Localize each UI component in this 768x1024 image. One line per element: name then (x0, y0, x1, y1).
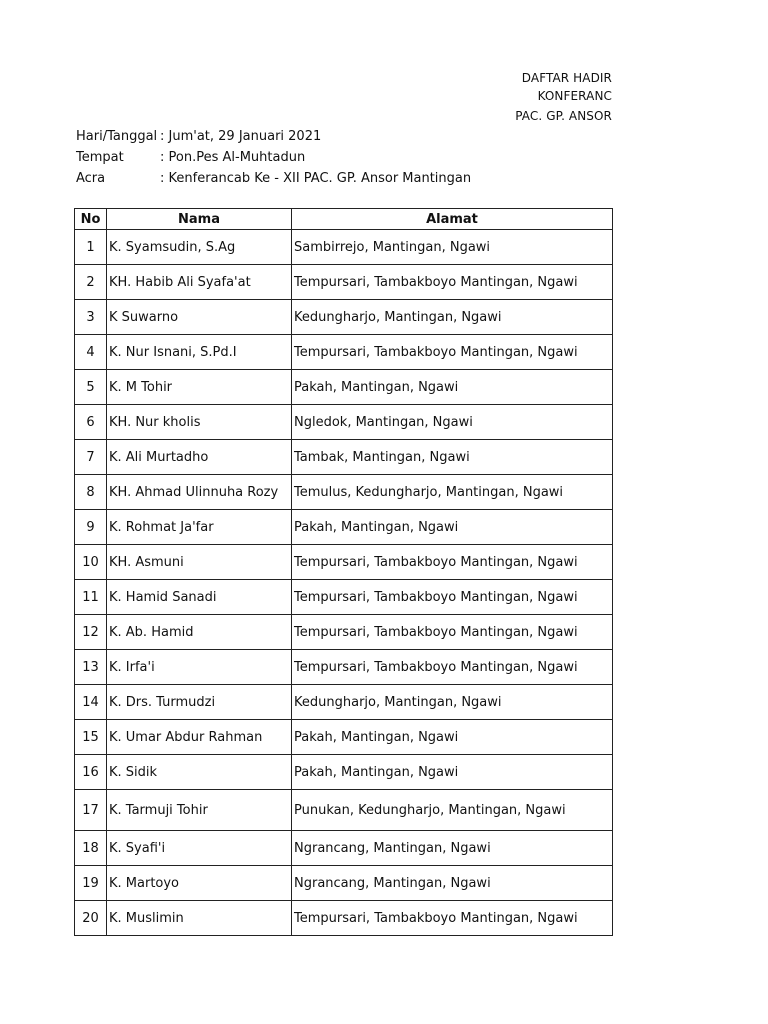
cell-alamat: Tempursari, Tambakboyo Mantingan, Ngawi (292, 545, 613, 580)
cell-nama: K. Syamsudin, S.Ag (107, 230, 292, 265)
cell-nama: K. Tarmuji Tohir (107, 790, 292, 831)
column-header-no: No (75, 209, 107, 230)
cell-nama: K Suwarno (107, 300, 292, 335)
cell-no: 15 (75, 720, 107, 755)
table-row (75, 510, 613, 545)
cell-nama: K. Nur Isnani, S.Pd.I (107, 335, 292, 370)
table-row (75, 405, 613, 440)
cell-no: 1 (75, 230, 107, 265)
table-header-row (75, 209, 613, 230)
table-row (75, 440, 613, 475)
table-row (75, 901, 613, 936)
cell-nama: K. Muslimin (107, 901, 292, 936)
attendance-table (74, 208, 613, 936)
meta-hari-label: Hari/Tanggal (76, 129, 158, 144)
cell-nama: K. Hamid Sanadi (107, 580, 292, 615)
cell-nama: K. Drs. Turmudzi (107, 685, 292, 720)
table-row (75, 720, 613, 755)
column-header-nama: Nama (107, 209, 292, 230)
table-row (75, 866, 613, 901)
meta-tempat-label: Tempat (76, 150, 124, 165)
table-row (75, 650, 613, 685)
cell-no: 11 (75, 580, 107, 615)
table-row (75, 790, 613, 831)
cell-no: 18 (75, 831, 107, 866)
table-row (75, 230, 613, 265)
table-row (75, 265, 613, 300)
cell-alamat: Ngledok, Mantingan, Ngawi (292, 405, 613, 440)
cell-alamat: Tempursari, Tambakboyo Mantingan, Ngawi (292, 615, 613, 650)
cell-no: 10 (75, 545, 107, 580)
doc-subtitle: KONFERANC (537, 89, 612, 103)
table-row (75, 831, 613, 866)
cell-alamat: Kedungharjo, Mantingan, Ngawi (292, 685, 613, 720)
table-row (75, 335, 613, 370)
table-row (75, 475, 613, 510)
cell-nama: K. Martoyo (107, 866, 292, 901)
meta-acra-value: : Kenferancab Ke - XII PAC. GP. Ansor Mantingan (160, 171, 472, 186)
cell-nama: KH. Nur kholis (107, 405, 292, 440)
cell-alamat: Tempursari, Tambakboyo Mantingan, Ngawi (292, 650, 613, 685)
cell-alamat: Kedungharjo, Mantingan, Ngawi (292, 300, 613, 335)
cell-alamat: Tempursari, Tambakboyo Mantingan, Ngawi (292, 335, 613, 370)
cell-alamat: Temulus, Kedungharjo, Mantingan, Ngawi (292, 475, 613, 510)
meta-tempat-value: : Pon.Pes Al-Muhtadun (160, 150, 306, 165)
meta-acra-label: Acra (76, 171, 106, 186)
cell-alamat: Tempursari, Tambakboyo Mantingan, Ngawi (292, 265, 613, 300)
cell-no: 16 (75, 755, 107, 790)
cell-nama: K. Sidik (107, 755, 292, 790)
cell-no: 9 (75, 510, 107, 545)
cell-alamat: Pakah, Mantingan, Ngawi (292, 510, 613, 545)
cell-alamat: Tambak, Mantingan, Ngawi (292, 440, 613, 475)
cell-alamat: Pakah, Mantingan, Ngawi (292, 720, 613, 755)
table-row (75, 685, 613, 720)
meta-tempat (76, 150, 305, 165)
cell-nama: K. Umar Abdur Rahman (107, 720, 292, 755)
cell-alamat: Pakah, Mantingan, Ngawi (292, 370, 613, 405)
table-row (75, 300, 613, 335)
cell-alamat: Pakah, Mantingan, Ngawi (292, 755, 613, 790)
cell-no: 8 (75, 475, 107, 510)
cell-alamat: Ngrancang, Mantingan, Ngawi (292, 866, 613, 901)
cell-no: 19 (75, 866, 107, 901)
meta-hari-tanggal (76, 129, 321, 144)
doc-title: DAFTAR HADIR (521, 71, 612, 85)
table-row (75, 615, 613, 650)
cell-nama: K. Ab. Hamid (107, 615, 292, 650)
cell-nama: KH. Habib Ali Syafa'at (107, 265, 292, 300)
cell-no: 7 (75, 440, 107, 475)
cell-alamat: Tempursari, Tambakboyo Mantingan, Ngawi (292, 901, 613, 936)
cell-no: 6 (75, 405, 107, 440)
table-row (75, 545, 613, 580)
cell-nama: K. Irfa'i (107, 650, 292, 685)
cell-nama: K. Rohmat Ja'far (107, 510, 292, 545)
meta-hari-value: : Jum'at, 29 Januari 2021 (160, 129, 322, 144)
cell-no: 13 (75, 650, 107, 685)
cell-no: 14 (75, 685, 107, 720)
table-row (75, 580, 613, 615)
cell-no: 20 (75, 901, 107, 936)
cell-alamat: Sambirrejo, Mantingan, Ngawi (292, 230, 613, 265)
cell-no: 3 (75, 300, 107, 335)
column-header-alamat: Alamat (292, 209, 613, 230)
cell-alamat: Tempursari, Tambakboyo Mantingan, Ngawi (292, 580, 613, 615)
cell-alamat: Punukan, Kedungharjo, Mantingan, Ngawi (292, 790, 613, 831)
doc-organization: PAC. GP. ANSOR (515, 109, 612, 123)
cell-alamat: Ngrancang, Mantingan, Ngawi (292, 831, 613, 866)
table-row (75, 755, 613, 790)
cell-nama: KH. Asmuni (107, 545, 292, 580)
cell-no: 12 (75, 615, 107, 650)
meta-acra (76, 171, 471, 186)
cell-no: 17 (75, 790, 107, 831)
cell-no: 5 (75, 370, 107, 405)
table-row (75, 370, 613, 405)
cell-no: 2 (75, 265, 107, 300)
cell-nama: K. Ali Murtadho (107, 440, 292, 475)
cell-nama: K. M Tohir (107, 370, 292, 405)
cell-nama: KH. Ahmad Ulinnuha Rozy (107, 475, 292, 510)
cell-no: 4 (75, 335, 107, 370)
cell-nama: K. Syafi'i (107, 831, 292, 866)
